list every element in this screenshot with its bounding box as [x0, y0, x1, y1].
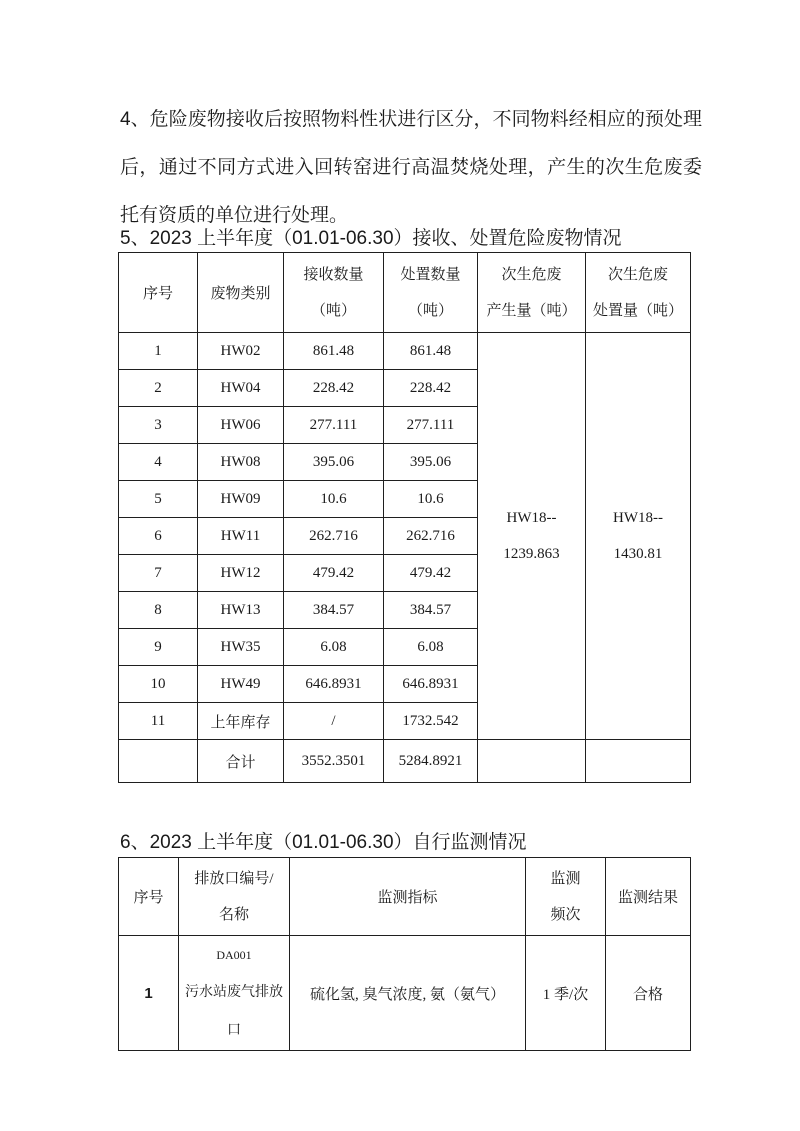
cell-total-label: 合计: [198, 740, 284, 783]
col-header-secondary-disposed-line2: 处置量（吨）: [592, 302, 683, 319]
table-row: [119, 333, 691, 370]
col-header-received-line2: （吨）: [310, 302, 356, 319]
cell-indicators: 硫化氢, 臭气浓度, 氨（氨气）: [290, 936, 526, 1051]
col-header-secondary-produced-line2: 产生量（吨）: [486, 302, 577, 319]
total-row: [119, 740, 691, 783]
cell-no: 4: [119, 444, 198, 481]
cell-total-received: 3552.3501: [284, 740, 384, 783]
col-header-frequency-line1: 监测: [550, 870, 581, 887]
col-header-frequency-line2: 频次: [550, 906, 581, 923]
cell-category: HW08: [198, 444, 284, 481]
secondary-disposed-line1: HW18--: [613, 510, 663, 526]
cell-received: 262.716: [284, 518, 384, 555]
cell-no: 10: [119, 666, 198, 703]
cell-received: 395.06: [284, 444, 384, 481]
cell-category: HW04: [198, 370, 284, 407]
col-header-outlet: [179, 858, 290, 936]
cell-received: 10.6: [284, 481, 384, 518]
waste-table-header-row: [119, 253, 691, 333]
col-header-secondary-disposed: [586, 253, 691, 333]
col-header-category: 废物类别: [198, 253, 284, 333]
cell-outlet: [179, 936, 290, 1051]
col-header-no: 序号: [119, 858, 179, 936]
col-header-secondary-disposed-line1: 次生危废: [607, 266, 668, 283]
col-header-received: [284, 253, 384, 333]
col-header-indicators: 监测指标: [290, 858, 526, 936]
cell-disposed: 646.8931: [384, 666, 478, 703]
cell-no: 1: [119, 333, 198, 370]
cell-frequency: 1 季/次: [526, 936, 606, 1051]
cell-disposed: 228.42: [384, 370, 478, 407]
cell-received: 646.8931: [284, 666, 384, 703]
cell-disposed: 395.06: [384, 444, 478, 481]
table-row: [119, 936, 691, 1051]
cell-received: 6.08: [284, 629, 384, 666]
col-header-frequency: [526, 858, 606, 936]
cell-category: HW09: [198, 481, 284, 518]
cell-no: 7: [119, 555, 198, 592]
cell-category: HW49: [198, 666, 284, 703]
col-header-secondary-produced: [478, 253, 586, 333]
cell-disposed: 861.48: [384, 333, 478, 370]
col-header-outlet-line2: 名称: [218, 906, 249, 923]
col-header-received-line1: 接收数量: [303, 266, 364, 283]
cell-received: 277.111: [284, 407, 384, 444]
secondary-disposed-line2: 1430.81: [613, 546, 663, 562]
outlet-code: DA001: [216, 948, 252, 962]
cell-disposed: 6.08: [384, 629, 478, 666]
hazardous-waste-table: [118, 252, 691, 783]
cell-disposed: 10.6: [384, 481, 478, 518]
cell-empty: [478, 740, 586, 783]
col-header-disposed-line2: （吨）: [407, 302, 453, 319]
cell-received: /: [284, 703, 384, 740]
outlet-name: 污水站废气排放口: [185, 985, 283, 1038]
col-header-secondary-produced-line1: 次生危废: [501, 266, 562, 283]
cell-category: HW12: [198, 555, 284, 592]
cell-no: 11: [119, 703, 198, 740]
cell-no: 8: [119, 592, 198, 629]
cell-category: HW06: [198, 407, 284, 444]
cell-secondary-disposed: [586, 333, 691, 740]
cell-disposed: 1732.542: [384, 703, 478, 740]
cell-category: HW11: [198, 518, 284, 555]
self-monitoring-table: [118, 857, 691, 1051]
cell-empty: [586, 740, 691, 783]
cell-no: [119, 740, 198, 783]
cell-received: 861.48: [284, 333, 384, 370]
col-header-disposed-line1: 处置数量: [400, 266, 461, 283]
cell-category: 上年库存: [198, 703, 284, 740]
cell-disposed: 277.111: [384, 407, 478, 444]
col-header-disposed: [384, 253, 478, 333]
cell-secondary-produced: [478, 333, 586, 740]
cell-result: 合格: [606, 936, 691, 1051]
section-5-heading: 5、2023 上半年度（01.01-06.30）接收、处置危险废物情况: [120, 228, 622, 249]
cell-no: 3: [119, 407, 198, 444]
section-6-heading: 6、2023 上半年度（01.01-06.30）自行监测情况: [120, 832, 527, 853]
cell-category: HW35: [198, 629, 284, 666]
col-header-result: 监测结果: [606, 858, 691, 936]
cell-total-disposed: 5284.8921: [384, 740, 478, 783]
col-header-no: 序号: [119, 253, 198, 333]
cell-disposed: 262.716: [384, 518, 478, 555]
monitoring-table-header-row: [119, 858, 691, 936]
cell-no: 6: [119, 518, 198, 555]
cell-category: HW13: [198, 592, 284, 629]
cell-no: 1: [119, 936, 179, 1051]
paragraph-4: 4、危险废物接收后按照物料性状进行区分，不同物料经相应的预处理后，通过不同方式进入回转窑进行高温焚烧处理，产生的次生危废委托有资质的单位进行处理。: [120, 109, 702, 226]
cell-no: 5: [119, 481, 198, 518]
cell-received: 384.57: [284, 592, 384, 629]
secondary-produced-line2: 1239.863: [503, 546, 560, 562]
cell-received: 479.42: [284, 555, 384, 592]
cell-no: 2: [119, 370, 198, 407]
col-header-outlet-line1: 排放口编号/: [194, 870, 274, 887]
cell-disposed: 479.42: [384, 555, 478, 592]
cell-received: 228.42: [284, 370, 384, 407]
cell-disposed: 384.57: [384, 592, 478, 629]
cell-category: HW02: [198, 333, 284, 370]
cell-no: 9: [119, 629, 198, 666]
secondary-produced-line1: HW18--: [506, 510, 557, 526]
